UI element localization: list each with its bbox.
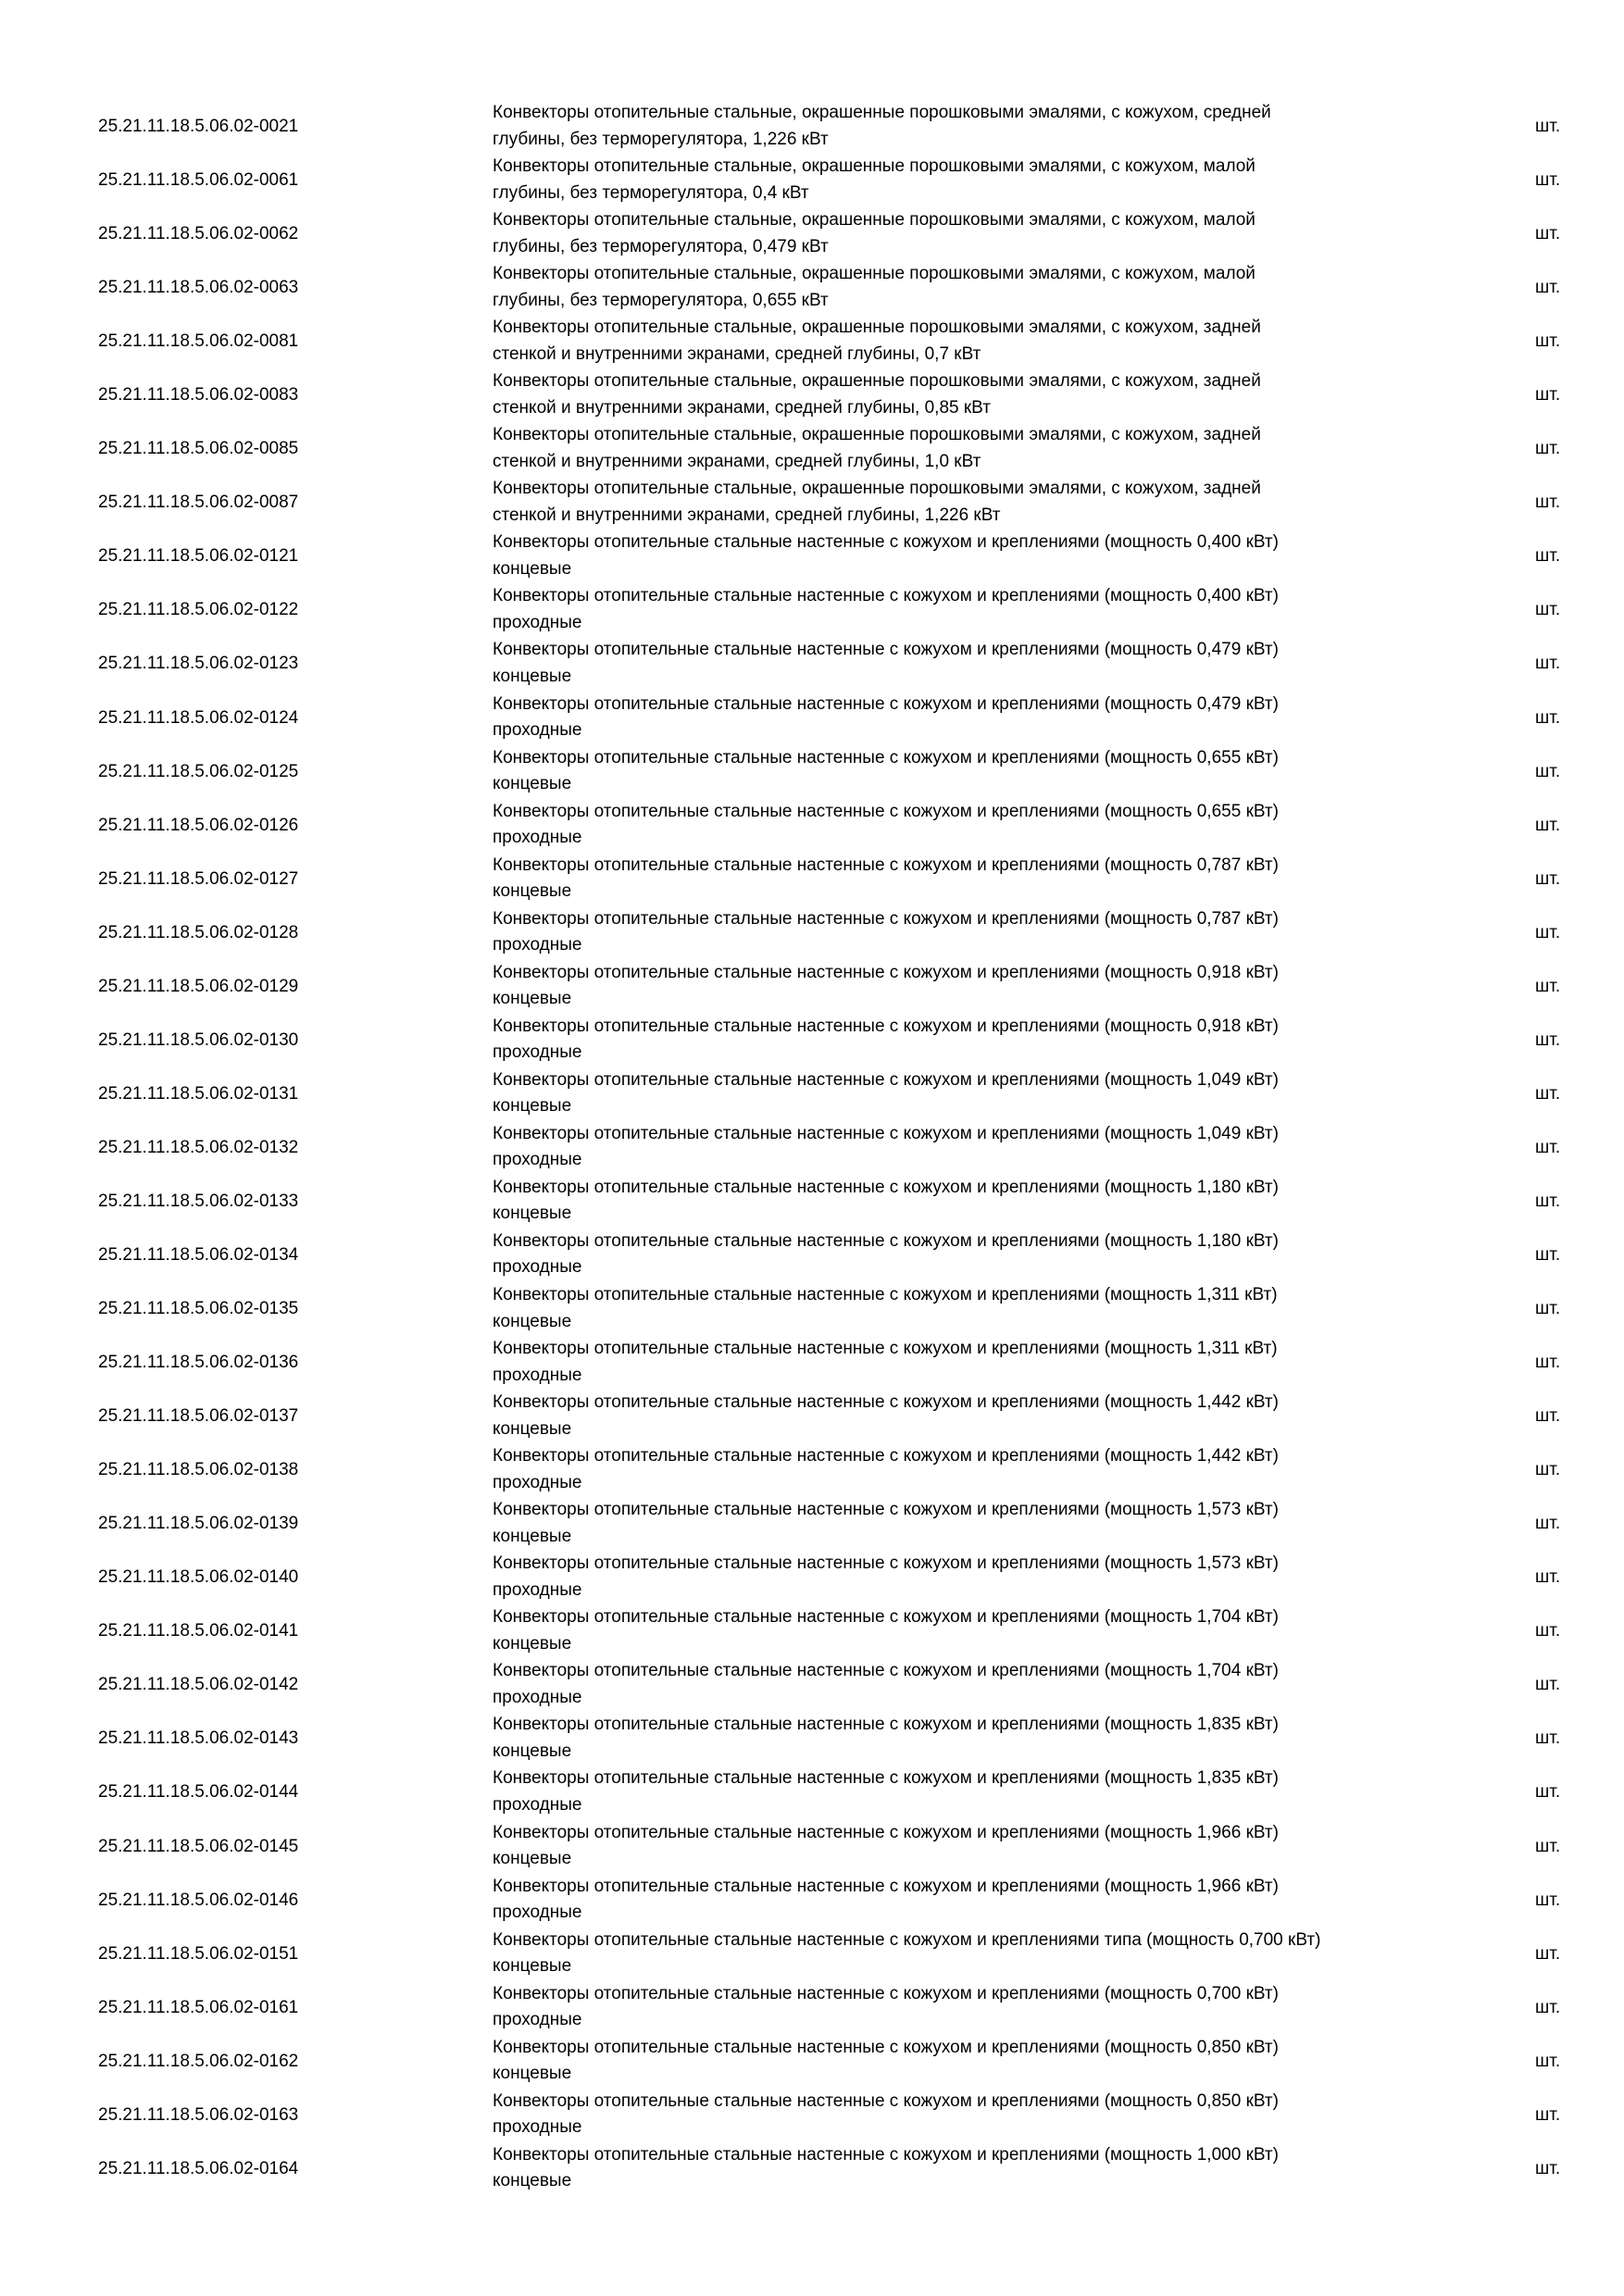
item-unit: шт. xyxy=(1535,1836,1561,1856)
item-description: Конвекторы отопительные стальные настенные с кожухом и креплениями (мощность 0,787 кВт) концевые xyxy=(493,855,1279,902)
table-row xyxy=(0,1928,1624,1981)
item-code: 25.21.11.18.5.06.02-0126 xyxy=(98,815,299,835)
item-unit: шт. xyxy=(1535,1083,1561,1104)
item-unit: шт. xyxy=(1535,331,1561,352)
table-row xyxy=(0,1067,1624,1121)
item-code: 25.21.11.18.5.06.02-0138 xyxy=(98,1460,299,1480)
item-description: Конвекторы отопительные стальные настенные с кожухом и креплениями (мощность 0,400 кВт) концевые xyxy=(493,532,1279,579)
item-code: 25.21.11.18.5.06.02-0132 xyxy=(98,1137,299,1157)
item-description: Конвекторы отопительные стальные настенные с кожухом и креплениями (мощность 1,442 кВт) концевые xyxy=(493,1392,1279,1439)
item-description: Конвекторы отопительные стальные настенные с кожухом и креплениями (мощность 0,655 кВт) проходные xyxy=(493,801,1279,848)
table-row xyxy=(0,583,1624,637)
item-description: Конвекторы отопительные стальные настенные с кожухом и креплениями (мощность 1,704 кВт) проходные xyxy=(493,1661,1279,1707)
table-row xyxy=(0,1443,1624,1497)
item-description: Конвекторы отопительные стальные, окрашенные порошковыми эмалями, с кожухом, задней стенкой и внутренними экранами, средней глубины, 1,0 кВт xyxy=(493,425,1261,471)
item-description: Конвекторы отопительные стальные настенные с кожухом и креплениями (мощность 0,400 кВт) проходные xyxy=(493,586,1279,632)
item-code: 25.21.11.18.5.06.02-0161 xyxy=(98,1997,299,2017)
item-description: Конвекторы отопительные стальные настенные с кожухом и креплениями (мощность 1,000 кВт) концевые xyxy=(493,2144,1279,2191)
item-unit: шт. xyxy=(1535,546,1561,567)
table-row xyxy=(0,1712,1624,1766)
item-unit: шт. xyxy=(1535,707,1561,728)
table-row xyxy=(0,261,1624,315)
item-code: 25.21.11.18.5.06.02-0140 xyxy=(98,1567,299,1588)
item-code: 25.21.11.18.5.06.02-0141 xyxy=(98,1621,299,1641)
table-row xyxy=(0,1604,1624,1658)
item-code: 25.21.11.18.5.06.02-0127 xyxy=(98,868,299,889)
item-code: 25.21.11.18.5.06.02-0136 xyxy=(98,1353,299,1373)
table-row xyxy=(0,799,1624,853)
item-description: Конвекторы отопительные стальные настенные с кожухом и креплениями (мощность 1,704 кВт) концевые xyxy=(493,1607,1279,1653)
item-unit: шт. xyxy=(1535,1029,1561,1050)
item-description: Конвекторы отопительные стальные настенные с кожухом и креплениями (мощность 1,966 кВт) проходные xyxy=(493,1876,1279,1923)
table-row xyxy=(0,1282,1624,1336)
item-unit: шт. xyxy=(1535,815,1561,835)
item-description: Конвекторы отопительные стальные настенные с кожухом и креплениями (мощность 1,835 кВт) концевые xyxy=(493,1715,1279,1761)
item-description: Конвекторы отопительные стальные настенные с кожухом и креплениями (мощность 0,655 кВт) концевые xyxy=(493,747,1279,794)
item-code: 25.21.11.18.5.06.02-0021 xyxy=(98,117,299,136)
table-row xyxy=(0,1874,1624,1928)
item-code: 25.21.11.18.5.06.02-0081 xyxy=(98,331,299,352)
table-row xyxy=(0,207,1624,261)
item-code: 25.21.11.18.5.06.02-0163 xyxy=(98,2104,299,2125)
table-row xyxy=(0,530,1624,583)
table-row xyxy=(0,853,1624,906)
item-code: 25.21.11.18.5.06.02-0129 xyxy=(98,976,299,996)
item-description: Конвекторы отопительные стальные, окрашенные порошковыми эмалями, с кожухом, задней стенкой и внутренними экранами, средней глубины, 1,226 кВт xyxy=(493,479,1261,525)
item-code: 25.21.11.18.5.06.02-0134 xyxy=(98,1244,299,1265)
table-row xyxy=(0,476,1624,530)
item-code: 25.21.11.18.5.06.02-0061 xyxy=(98,170,299,191)
item-description: Конвекторы отопительные стальные настенные с кожухом и креплениями (мощность 0,850 кВт) концевые xyxy=(493,2037,1279,2084)
item-description: Конвекторы отопительные стальные настенные с кожухом и креплениями (мощность 0,787 кВт) проходные xyxy=(493,908,1279,955)
item-unit: шт. xyxy=(1535,654,1561,674)
item-description: Конвекторы отопительные стальные настенные с кожухом и креплениями (мощность 1,966 кВт) концевые xyxy=(493,1822,1279,1868)
item-description: Конвекторы отопительные стальные настенные с кожухом и креплениями (мощность 0,918 кВт) проходные xyxy=(493,1016,1279,1063)
table-row xyxy=(0,2035,1624,2089)
table-row xyxy=(0,1336,1624,1390)
item-unit: шт. xyxy=(1535,278,1561,298)
item-description: Конвекторы отопительные стальные настенные с кожухом и креплениями (мощность 1,180 кВт) концевые xyxy=(493,1177,1279,1224)
table-row xyxy=(0,1121,1624,1175)
table-row xyxy=(0,637,1624,691)
item-code: 25.21.11.18.5.06.02-0143 xyxy=(98,1728,299,1749)
item-description: Конвекторы отопительные стальные настенные с кожухом и креплениями (мощность 0,850 кВт) проходные xyxy=(493,2090,1279,2138)
item-code: 25.21.11.18.5.06.02-0135 xyxy=(98,1299,299,1319)
item-code: 25.21.11.18.5.06.02-0164 xyxy=(98,2158,299,2178)
item-unit: шт. xyxy=(1535,1997,1561,2017)
item-code: 25.21.11.18.5.06.02-0128 xyxy=(98,922,299,942)
item-code: 25.21.11.18.5.06.02-0142 xyxy=(98,1675,299,1695)
item-code: 25.21.11.18.5.06.02-0146 xyxy=(98,1890,299,1910)
item-unit: шт. xyxy=(1535,1890,1561,1910)
item-description: Конвекторы отопительные стальные, окрашенные порошковыми эмалями, с кожухом, малой глубины, без терморегулятора, 0,479 кВт xyxy=(493,210,1255,256)
item-code: 25.21.11.18.5.06.02-0130 xyxy=(98,1029,299,1050)
item-unit: шт. xyxy=(1535,1943,1561,1964)
item-unit: шт. xyxy=(1535,2104,1561,2125)
table-row xyxy=(0,368,1624,422)
item-code: 25.21.11.18.5.06.02-0123 xyxy=(98,654,299,674)
item-description: Конвекторы отопительные стальные, окрашенные порошковыми эмалями, с кожухом, задней стенкой и внутренними экранами, средней глубины, 0,7 кВт xyxy=(493,318,1261,364)
item-unit: шт. xyxy=(1535,761,1561,781)
item-code: 25.21.11.18.5.06.02-0085 xyxy=(98,439,299,459)
table-row xyxy=(0,315,1624,368)
item-unit: шт. xyxy=(1535,170,1561,191)
item-description: Конвекторы отопительные стальные настенные с кожухом и креплениями (мощность 1,049 кВт) концевые xyxy=(493,1069,1279,1117)
item-unit: шт. xyxy=(1535,439,1561,459)
table-row xyxy=(0,1497,1624,1551)
item-code: 25.21.11.18.5.06.02-0062 xyxy=(98,224,299,244)
item-description: Конвекторы отопительные стальные настенные с кожухом и креплениями (мощность 1,180 кВт) проходные xyxy=(493,1230,1279,1278)
item-code: 25.21.11.18.5.06.02-0137 xyxy=(98,1406,299,1427)
item-description: Конвекторы отопительные стальные настенные с кожухом и креплениями (мощность 0,479 кВт) проходные xyxy=(493,693,1279,741)
table-row xyxy=(0,745,1624,799)
item-code: 25.21.11.18.5.06.02-0162 xyxy=(98,2051,299,2071)
table-row xyxy=(0,2089,1624,2142)
item-unit: шт. xyxy=(1535,1675,1561,1695)
table-row xyxy=(0,960,1624,1014)
item-description: Конвекторы отопительные стальные настенные с кожухом и креплениями (мощность 0,918 кВт) концевые xyxy=(493,962,1279,1009)
item-code: 25.21.11.18.5.06.02-0131 xyxy=(98,1083,299,1104)
item-unit: шт. xyxy=(1535,1353,1561,1373)
item-description: Конвекторы отопительные стальные, окрашенные порошковыми эмалями, с кожухом, малой глубины, без терморегулятора, 0,4 кВт xyxy=(493,156,1255,203)
item-unit: шт. xyxy=(1535,976,1561,996)
item-description: Конвекторы отопительные стальные настенные с кожухом и креплениями типа (мощность 0,700 кВт) концевые xyxy=(493,1929,1321,1977)
table-row xyxy=(0,154,1624,207)
item-unit: шт. xyxy=(1535,224,1561,244)
item-description: Конвекторы отопительные стальные настенные с кожухом и креплениями (мощность 1,311 кВт) проходные xyxy=(493,1339,1278,1385)
item-unit: шт. xyxy=(1535,1621,1561,1641)
item-code: 25.21.11.18.5.06.02-0063 xyxy=(98,278,299,298)
item-unit: шт. xyxy=(1535,868,1561,889)
item-code: 25.21.11.18.5.06.02-0122 xyxy=(98,600,299,620)
item-unit: шт. xyxy=(1535,1406,1561,1427)
item-unit: шт. xyxy=(1535,1782,1561,1803)
table-row xyxy=(0,100,1624,154)
table-row xyxy=(0,692,1624,745)
table-row xyxy=(0,1175,1624,1229)
item-code: 25.21.11.18.5.06.02-0151 xyxy=(98,1943,299,1964)
item-unit: шт. xyxy=(1535,1299,1561,1319)
item-description: Конвекторы отопительные стальные настенные с кожухом и креплениями (мощность 0,479 кВт) концевые xyxy=(493,640,1279,686)
table-row xyxy=(0,1551,1624,1604)
table-row xyxy=(0,1766,1624,1819)
table-row xyxy=(0,906,1624,960)
item-unit: шт. xyxy=(1535,2158,1561,2178)
item-unit: шт. xyxy=(1535,922,1561,942)
table-row xyxy=(0,1014,1624,1067)
table-row xyxy=(0,1820,1624,1874)
item-code: 25.21.11.18.5.06.02-0087 xyxy=(98,493,299,513)
item-unit: шт. xyxy=(1535,1244,1561,1265)
price-list-table xyxy=(0,100,1624,2196)
item-code: 25.21.11.18.5.06.02-0144 xyxy=(98,1782,299,1803)
item-unit: шт. xyxy=(1535,1191,1561,1211)
table-row xyxy=(0,422,1624,476)
item-code: 25.21.11.18.5.06.02-0125 xyxy=(98,761,299,781)
item-description: Конвекторы отопительные стальные настенные с кожухом и креплениями (мощность 1,573 кВт) проходные xyxy=(493,1554,1279,1600)
item-code: 25.21.11.18.5.06.02-0145 xyxy=(98,1836,299,1856)
item-description: Конвекторы отопительные стальные настенные с кожухом и креплениями (мощность 1,049 кВт) проходные xyxy=(493,1123,1279,1170)
item-code: 25.21.11.18.5.06.02-0139 xyxy=(98,1514,299,1534)
item-description: Конвекторы отопительные стальные, окрашенные порошковыми эмалями, с кожухом, малой глубины, без терморегулятора, 0,655 кВт xyxy=(493,264,1255,310)
item-description: Конвекторы отопительные стальные, окрашенные порошковыми эмалями, с кожухом, средней глубины, без терморегулятора, 1,226 кВт xyxy=(493,103,1271,149)
item-unit: шт. xyxy=(1535,385,1561,406)
item-unit: шт. xyxy=(1535,1460,1561,1480)
table-row xyxy=(0,1390,1624,1443)
item-description: Конвекторы отопительные стальные настенные с кожухом и креплениями (мощность 1,442 кВт) проходные xyxy=(493,1446,1279,1492)
item-unit: шт. xyxy=(1535,1514,1561,1534)
item-description: Конвекторы отопительные стальные настенные с кожухом и креплениями (мощность 1,573 кВт) концевые xyxy=(493,1500,1279,1546)
item-code: 25.21.11.18.5.06.02-0133 xyxy=(98,1191,299,1211)
item-description: Конвекторы отопительные стальные настенные с кожухом и креплениями (мощность 1,311 кВт) концевые xyxy=(493,1285,1278,1331)
table-row xyxy=(0,1658,1624,1712)
item-code: 25.21.11.18.5.06.02-0121 xyxy=(98,546,299,567)
table-row xyxy=(0,2142,1624,2196)
item-unit: шт. xyxy=(1535,1137,1561,1157)
item-unit: шт. xyxy=(1535,493,1561,513)
item-description: Конвекторы отопительные стальные настенные с кожухом и креплениями (мощность 1,835 кВт) проходные xyxy=(493,1768,1279,1815)
item-description: Конвекторы отопительные стальные, окрашенные порошковыми эмалями, с кожухом, задней стенкой и внутренними экранами, средней глубины, 0,85 кВт xyxy=(493,371,1261,418)
table-row xyxy=(0,1229,1624,1282)
item-code: 25.21.11.18.5.06.02-0124 xyxy=(98,707,299,728)
table-row xyxy=(0,1981,1624,2035)
item-unit: шт. xyxy=(1535,2051,1561,2071)
item-unit: шт. xyxy=(1535,1567,1561,1588)
item-unit: шт. xyxy=(1535,600,1561,620)
item-unit: шт. xyxy=(1535,1728,1561,1749)
item-code: 25.21.11.18.5.06.02-0083 xyxy=(98,385,299,406)
item-unit: шт. xyxy=(1535,117,1561,136)
item-description: Конвекторы отопительные стальные настенные с кожухом и креплениями (мощность 0,700 кВт) проходные xyxy=(493,1983,1279,2030)
